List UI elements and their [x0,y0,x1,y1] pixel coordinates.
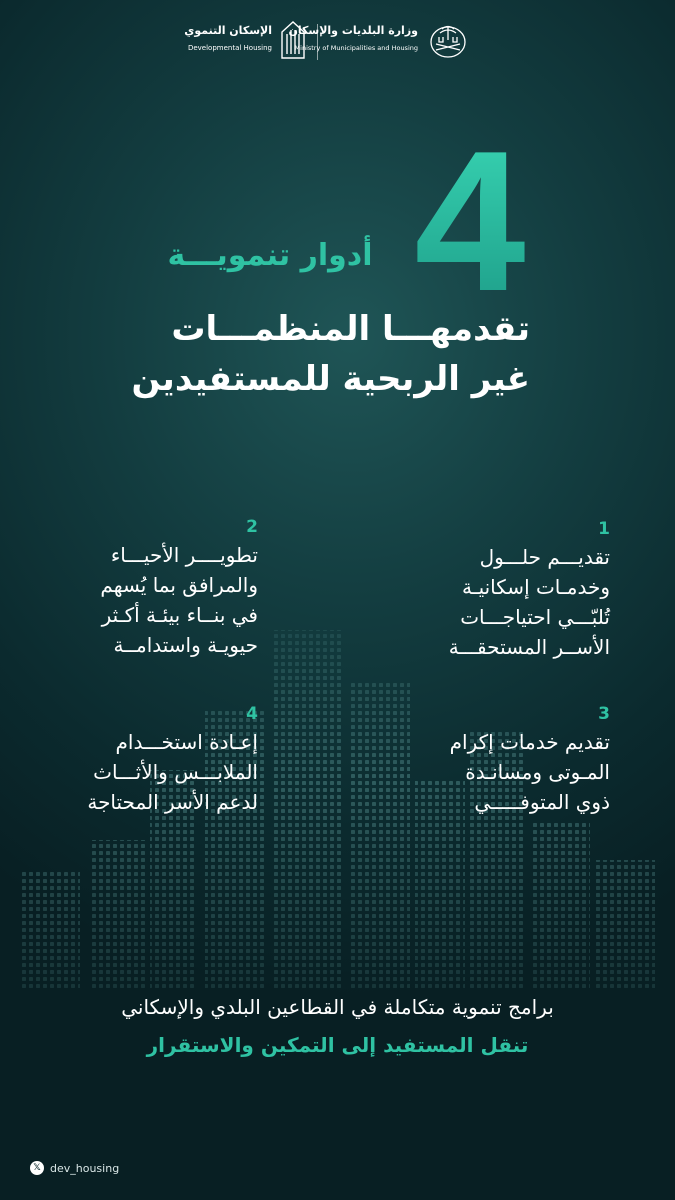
ministry-en: Ministry of Municipalities and Housing [294,44,418,52]
role-number: 3 [598,704,610,724]
footer-statement: برامج تنموية متكاملة في القطاعين البلدي والإسكاني [121,995,554,1019]
role-number: 1 [598,519,610,539]
role-text: تقديـــم حلـــول وخدمـات إسكانيـة تُلبّـــي احتياجـــات الأســر المستحقـــة [448,545,610,659]
header-logos [0,18,675,64]
palm-swords-emblem-icon [428,20,468,60]
role-text: إعـادة استخـــدام الملابـــس والأثـــاث لدعم الأسر المحتاجة [87,730,258,814]
role-text: تطويــــر الأحيـــاء والمرافق بما يُسهم في بنــاء بيئـة أكـثر حيويـة واستدامــة [100,543,258,657]
headline-line-1: تقدمهـــا المنظمـــات [171,309,530,349]
big-number-four: 4 [395,132,545,312]
role-item-2 [58,516,258,660]
ministry-ar: وزارة البلديات والإسكان [288,24,418,37]
social-handle[interactable] [30,1160,119,1176]
role-text: تقديم خدمات إكرام المـوتى ومسانـدة ذوي المتوفـــــي [449,730,610,814]
role-item-1 [410,518,610,662]
role-number: 4 [246,704,258,724]
developmental-housing-ar: الإسكان التنموي [184,24,272,37]
developmental-housing-en: Developmental Housing [187,44,272,52]
ministry-logo [288,18,468,64]
role-number: 2 [246,517,258,537]
headline-line-2: غير الربحية للمستفيدين [131,359,530,399]
role-item-4 [58,703,258,817]
role-item-3 [410,703,610,817]
footer-highlight: تنقل المستفيد إلى التمكين والاستقرار [146,1033,529,1057]
handle-text: dev_housing [50,1161,120,1175]
roles-subtitle: أدوار تنمويـــة [167,238,373,273]
x-logo-icon: 𝕏 [30,1161,44,1175]
